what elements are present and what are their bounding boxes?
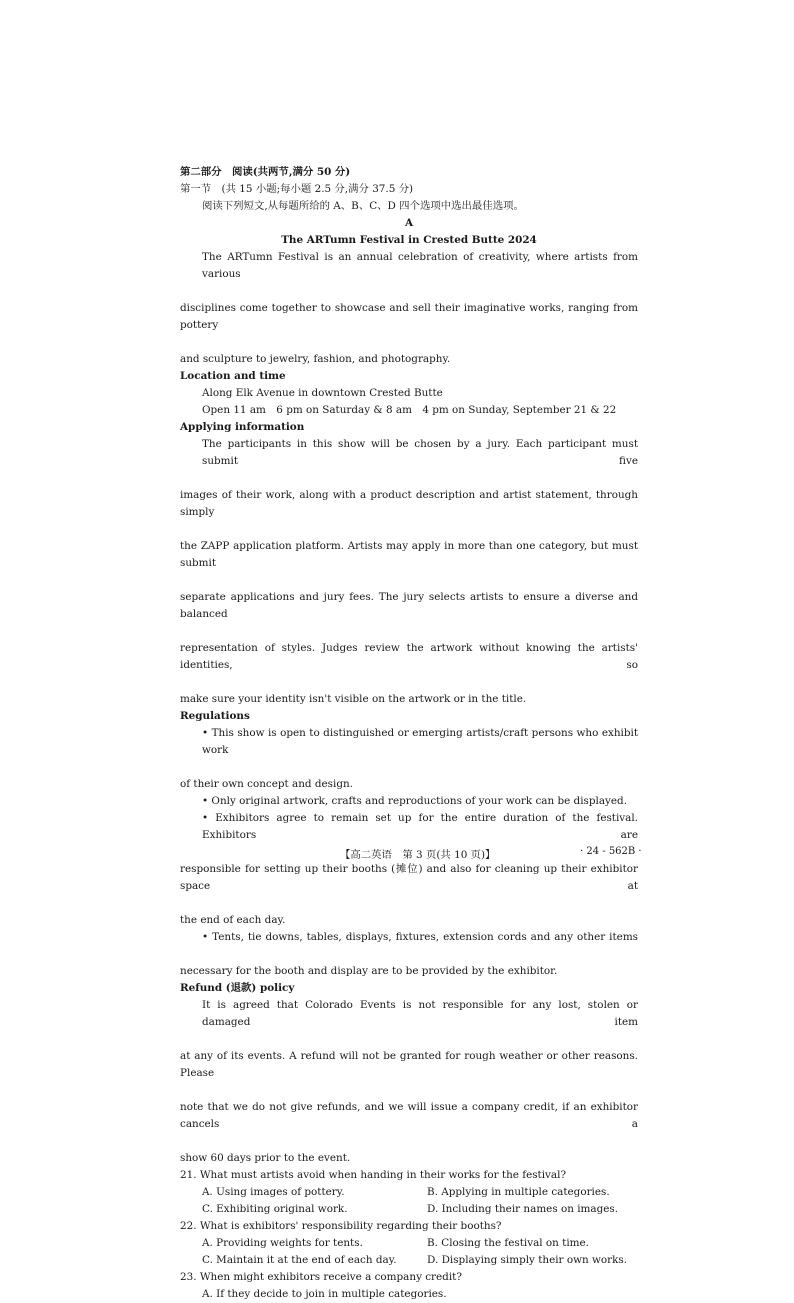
intro-line: and sculpture to jewelry, fashion, and photography. <box>180 353 451 365</box>
option-21-c: C. Exhibiting original work. <box>202 1203 348 1215</box>
option-22-b: B. Closing the festival on time. <box>427 1237 589 1249</box>
instructions: 阅读下列短文,从每题所给的 A、B、C、D 四个选项中选出最佳选项。 <box>202 200 524 212</box>
applying-heading: Applying information <box>180 421 305 433</box>
refund-line: at any of its events. A refund will not be granted for rough weather or other reasons. Please <box>180 1050 638 1079</box>
applying-line: images of their work, along with a product description and artist statement, through simply <box>180 489 638 518</box>
regulation-line: • Only original artwork, crafts and reproductions of your work can be displayed. <box>202 795 628 807</box>
regulation-line: • This show is open to distinguished or emerging artists/craft persons who exhibit work <box>202 727 638 756</box>
exam-code: · 24 - 562B · <box>580 846 642 857</box>
exam-page <box>180 164 638 1303</box>
passage-letter: A <box>404 217 414 229</box>
refund-line: note that we do not give refunds, and we will issue a company credit, if an exhibitor cancels a <box>180 1101 638 1130</box>
intro-line: The ARTumn Festival is an annual celebration of creativity, where artists from various <box>202 251 638 280</box>
refund-heading: Refund (退款) policy <box>180 982 295 994</box>
question-21-stem: 21. What must artists avoid when handing in their works for the festival? <box>180 1169 567 1181</box>
question-22-stem: 22. What is exhibitors' responsibility regarding their booths? <box>180 1220 502 1232</box>
regulation-line: the end of each day. <box>180 914 286 926</box>
question-22-options-row-1 <box>180 1235 638 1252</box>
option-21-a: A. Using images of pottery. <box>202 1186 345 1198</box>
intro-line: disciplines come together to showcase and sell their imaginative works, ranging from pottery <box>180 302 638 331</box>
applying-line: separate applications and jury fees. The jury selects artists to ensure a diverse and balanced <box>180 591 638 620</box>
question-23-options-row-1 <box>180 1286 638 1303</box>
option-21-b: B. Applying in multiple categories. <box>427 1186 610 1198</box>
applying-line: representation of styles. Judges review the artwork without knowing the artists' identities, so <box>180 642 638 671</box>
regulation-line: necessary for the booth and display are to be provided by the exhibitor. <box>180 965 558 977</box>
location-line: Along Elk Avenue in downtown Crested Butte <box>202 387 443 399</box>
question-21-options-row-1 <box>180 1184 638 1201</box>
regulation-line: of their own concept and design. <box>180 778 353 790</box>
time-line: Open 11 am 6 pm on Saturday & 8 am 4 pm on Sunday, September 21 & 22 <box>202 404 617 416</box>
regulation-line: • Tents, tie downs, tables, displays, fixtures, extension cords and any other items <box>202 931 638 943</box>
applying-line: make sure your identity isn't visible on the artwork or in the title. <box>180 693 527 705</box>
regulations-heading: Regulations <box>180 710 250 722</box>
part-title: 第二部分 阅读(共两节,满分 50 分) <box>180 166 351 178</box>
question-21-options-row-2 <box>180 1201 638 1218</box>
passage-title: The ARTumn Festival in Crested Butte 2024 <box>281 234 537 246</box>
applying-line: The participants in this show will be chosen by a jury. Each participant must submit five <box>202 438 638 467</box>
refund-line: show 60 days prior to the event. <box>180 1152 351 1164</box>
option-22-d: D. Displaying simply their own works. <box>427 1254 628 1266</box>
option-22-a: A. Providing weights for tents. <box>202 1237 363 1249</box>
applying-line: the ZAPP application platform. Artists may apply in more than one category, but must submit <box>180 540 638 569</box>
option-23-a: A. If they decide to join in multiple categories. <box>202 1288 447 1300</box>
location-heading: Location and time <box>180 370 286 382</box>
regulation-line: responsible for setting up their booths (摊位) and also for cleaning up their exhibitor space at <box>180 863 638 892</box>
page-footer: 【高二英语 第 3 页(共 10 页)】 <box>340 849 496 861</box>
section-subtitle: 第一节 (共 15 小题;每小题 2.5 分,满分 37.5 分) <box>180 183 414 195</box>
question-22-options-row-2 <box>180 1252 638 1269</box>
regulation-line: • Exhibitors agree to remain set up for the entire duration of the festival. Exhibitors are <box>202 812 638 841</box>
option-21-d: D. Including their names on images. <box>427 1203 619 1215</box>
refund-line: It is agreed that Colorado Events is not responsible for any lost, stolen or damaged item <box>202 999 638 1028</box>
option-22-c: C. Maintain it at the end of each day. <box>202 1254 397 1266</box>
question-23-stem: 23. When might exhibitors receive a company credit? <box>180 1271 462 1283</box>
